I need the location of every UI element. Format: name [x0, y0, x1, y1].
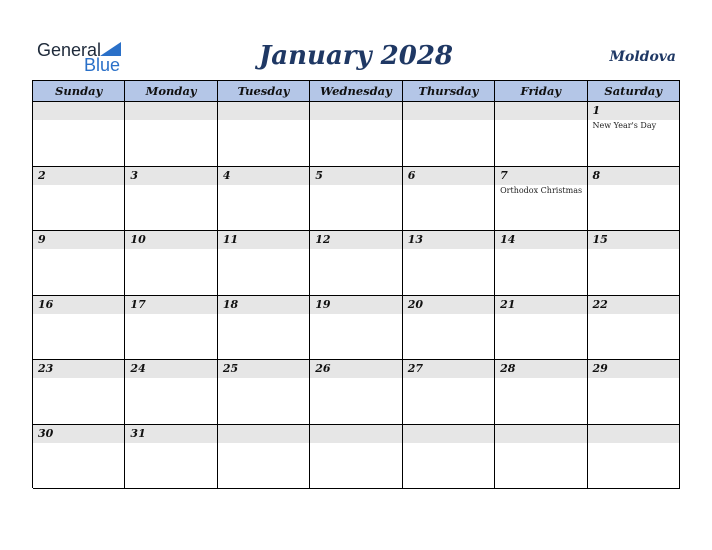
day-number: 11: [218, 231, 309, 249]
day-cell[interactable]: [588, 296, 680, 361]
day-number: 3: [125, 167, 216, 185]
day-number: 30: [33, 425, 124, 443]
day-number: 10: [125, 231, 216, 249]
week-row: [33, 102, 680, 167]
weekday-saturday: Saturday: [588, 81, 680, 102]
day-cell[interactable]: [33, 360, 125, 425]
day-cell[interactable]: [403, 102, 495, 167]
day-number: [403, 425, 494, 443]
calendar-grid: [32, 80, 680, 488]
day-number: 21: [495, 296, 586, 314]
weekday-friday: Friday: [495, 81, 587, 102]
logo-word-blue: Blue: [84, 55, 121, 75]
day-number: [33, 102, 124, 120]
day-cell[interactable]: [218, 296, 310, 361]
day-number: 1: [588, 102, 679, 120]
week-row: [33, 425, 680, 490]
day-number: 6: [403, 167, 494, 185]
day-cell[interactable]: [495, 167, 587, 232]
country-label: Moldova: [609, 49, 676, 65]
day-cell[interactable]: [495, 425, 587, 490]
day-number: 28: [495, 360, 586, 378]
day-number: 17: [125, 296, 216, 314]
day-number: [125, 102, 216, 120]
day-cell[interactable]: [588, 360, 680, 425]
day-cell[interactable]: [588, 425, 680, 490]
day-number: 31: [125, 425, 216, 443]
day-number: 5: [310, 167, 401, 185]
day-cell[interactable]: [125, 167, 217, 232]
day-cell[interactable]: [218, 425, 310, 490]
day-number: [495, 425, 586, 443]
day-number: [218, 425, 309, 443]
day-cell[interactable]: [310, 231, 402, 296]
weekday-sunday: Sunday: [33, 81, 125, 102]
weekday-header-row: [33, 81, 680, 102]
day-number: 8: [588, 167, 679, 185]
day-number: [218, 102, 309, 120]
day-number: 20: [403, 296, 494, 314]
day-cell[interactable]: [125, 360, 217, 425]
day-cell[interactable]: [403, 296, 495, 361]
day-number: 16: [33, 296, 124, 314]
day-cell[interactable]: [125, 296, 217, 361]
day-cell[interactable]: [218, 102, 310, 167]
day-cell[interactable]: [310, 360, 402, 425]
day-cell[interactable]: [125, 425, 217, 490]
day-cell[interactable]: [403, 231, 495, 296]
day-cell[interactable]: [403, 360, 495, 425]
day-cell[interactable]: [495, 102, 587, 167]
day-cell[interactable]: [310, 102, 402, 167]
day-number: 26: [310, 360, 401, 378]
weekday-wednesday: Wednesday: [310, 81, 402, 102]
day-number: 27: [403, 360, 494, 378]
day-cell[interactable]: [218, 167, 310, 232]
day-number: 4: [218, 167, 309, 185]
day-number: [403, 102, 494, 120]
day-number: 18: [218, 296, 309, 314]
day-number: [310, 425, 401, 443]
day-cell[interactable]: [310, 167, 402, 232]
week-row: [33, 231, 680, 296]
day-cell[interactable]: [33, 231, 125, 296]
day-cell[interactable]: [33, 167, 125, 232]
weekday-thursday: Thursday: [403, 81, 495, 102]
day-number: 12: [310, 231, 401, 249]
day-cell[interactable]: [588, 231, 680, 296]
day-number: 19: [310, 296, 401, 314]
week-row: [33, 296, 680, 361]
day-number: [495, 102, 586, 120]
day-number: 29: [588, 360, 679, 378]
day-cell[interactable]: [33, 296, 125, 361]
day-cell[interactable]: [125, 102, 217, 167]
day-number: [588, 425, 679, 443]
day-cell[interactable]: [403, 425, 495, 490]
day-number: 23: [33, 360, 124, 378]
day-cell[interactable]: [33, 425, 125, 490]
day-cell[interactable]: [588, 102, 680, 167]
logo-word-general: General: [37, 40, 102, 60]
day-number: 7: [495, 167, 586, 185]
day-cell[interactable]: [218, 231, 310, 296]
day-cell[interactable]: [588, 167, 680, 232]
day-cell[interactable]: [495, 360, 587, 425]
day-number: 22: [588, 296, 679, 314]
day-cell[interactable]: [310, 425, 402, 490]
day-number: 24: [125, 360, 216, 378]
day-number: [310, 102, 401, 120]
holiday-label: Orthodox Christmas: [500, 185, 583, 195]
day-cell[interactable]: [495, 296, 587, 361]
day-number: 25: [218, 360, 309, 378]
week-row: [33, 167, 680, 232]
day-number: 13: [403, 231, 494, 249]
calendar-title: January 2028: [258, 41, 454, 71]
weekday-monday: Monday: [125, 81, 217, 102]
day-cell[interactable]: [310, 296, 402, 361]
day-cell[interactable]: [218, 360, 310, 425]
day-cell[interactable]: [125, 231, 217, 296]
holiday-label: New Year's Day: [592, 121, 657, 130]
day-number: 2: [33, 167, 124, 185]
weekday-tuesday: Tuesday: [218, 81, 310, 102]
week-row: [33, 360, 680, 425]
day-cell[interactable]: [403, 167, 495, 232]
day-number: 9: [33, 231, 124, 249]
day-cell[interactable]: [495, 231, 587, 296]
day-number: 15: [588, 231, 679, 249]
day-cell[interactable]: [33, 102, 125, 167]
day-number: 14: [495, 231, 586, 249]
